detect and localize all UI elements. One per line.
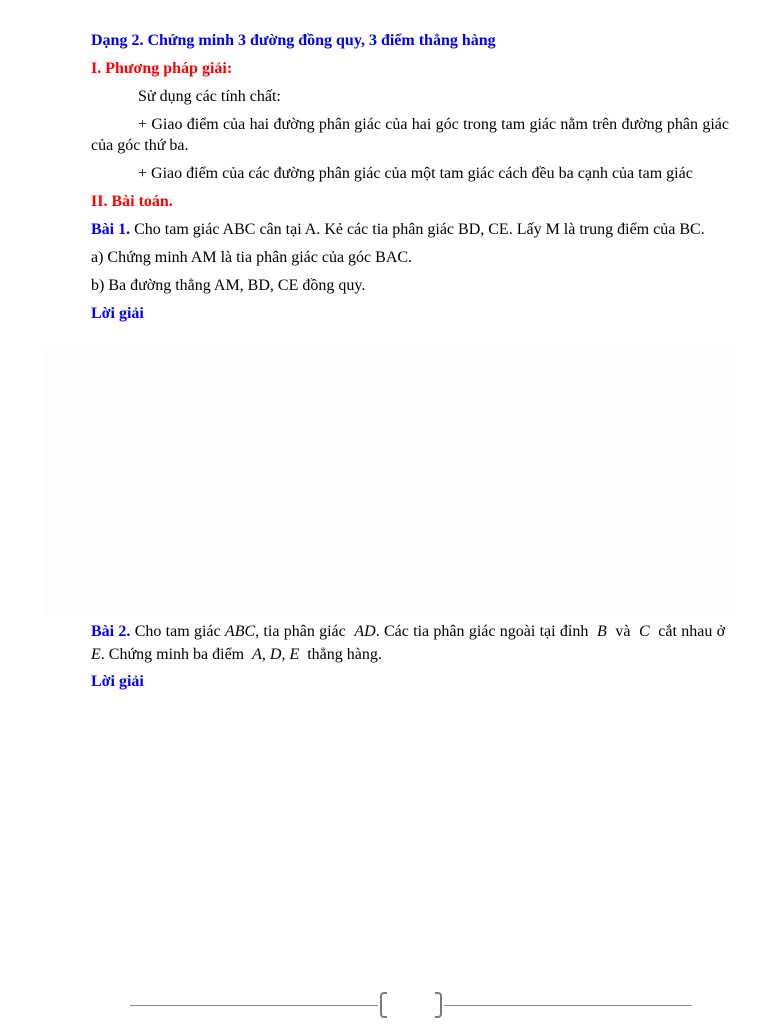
problem-1-statement (91, 219, 729, 240)
problem-2-text: . Chứng minh ba điểm (100, 646, 245, 663)
math-abc: ABC (224, 623, 256, 640)
problem-2-block (91, 620, 729, 692)
math-ade: A, D, E (252, 646, 300, 663)
method-point-2: + Giao điểm của các đường phân giác của một tam giác cách đều ba cạnh của tam giác (138, 165, 693, 182)
method-heading: I. Phương pháp giải: (91, 60, 233, 77)
problem-2-statement (91, 620, 729, 666)
problems-heading: II. Bài toán. (91, 193, 173, 210)
page-footer (130, 990, 692, 1020)
problem-1-label: Bài 1. (91, 221, 131, 238)
problem-2-text: và (615, 623, 631, 640)
section-title: Dạng 2. Chứng minh 3 đường đồng quy, 3 điểm thẳng hàng (91, 32, 496, 49)
footer-rule-right (444, 1005, 692, 1006)
footer-rule-left (130, 1005, 378, 1006)
problem-1-text: Cho tam giác ABC cân tại A. Kẻ các tia phân giác BD, CE. Lấy M là trung điểm của BC. (134, 221, 705, 238)
math-b: B (596, 623, 607, 640)
problem-1-solution-label: Lời giải (91, 305, 144, 322)
solution-figure-area (44, 350, 734, 616)
problem-2-text: cắt nhau ở (658, 623, 726, 640)
math-ad: AD (354, 623, 376, 640)
math-c: C (639, 623, 650, 640)
math-e: E (91, 646, 101, 663)
problem-2-text: thẳng hàng. (307, 646, 382, 663)
problem-2-text: , tia phân giác (255, 623, 346, 640)
problem-1-part-b: b) Ba đường thẳng AM, BD, CE đồng quy. (91, 277, 366, 294)
footer-bracket-close-icon (435, 992, 442, 1018)
problem-2-text: Cho tam giác (134, 623, 221, 640)
method-intro: Sử dụng các tính chất: (138, 88, 281, 105)
method-point-1: + Giao điểm của hai đường phân giác của hai góc trong tam giác nằm trên đường phân giác của góc thứ ba. (91, 116, 729, 154)
footer-bracket-open-icon (380, 992, 387, 1018)
problem-2-text: . Các tia phân giác ngoài tại đỉnh (375, 623, 589, 640)
problem-2-solution-label: Lời giải (91, 673, 144, 690)
document-page (91, 30, 729, 324)
problem-2-label: Bài 2. (91, 623, 131, 640)
problem-1-part-a: a) Chứng minh AM là tia phân giác của góc BAC. (91, 249, 413, 266)
